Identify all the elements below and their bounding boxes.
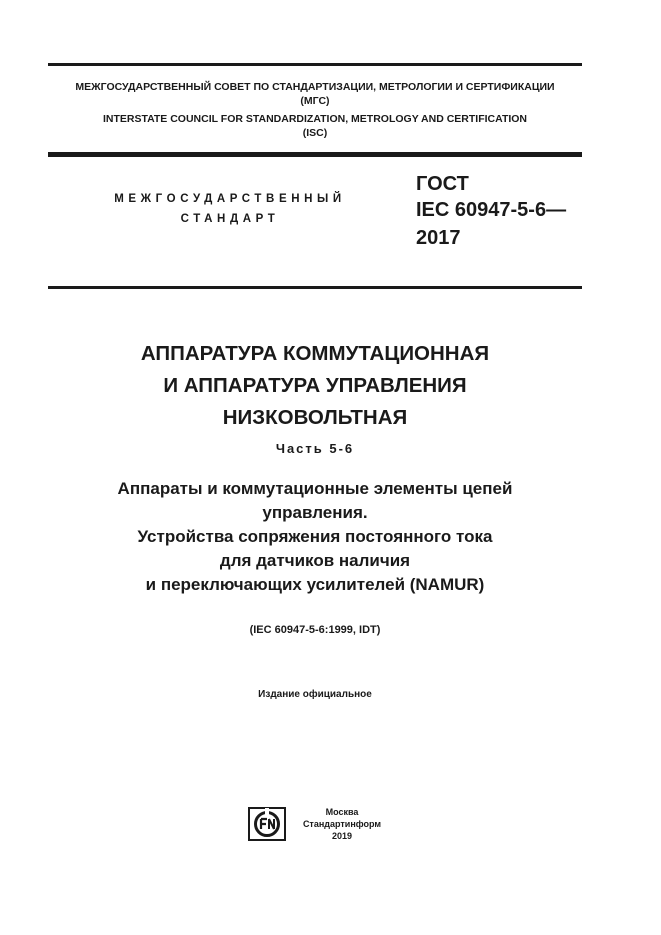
part-label: Часть 5-6 bbox=[275, 441, 355, 456]
standard-type-line2: СТАНДАРТ bbox=[180, 213, 280, 225]
standard-type-line1: МЕЖГОСУДАРСТВЕННЫЙ bbox=[114, 193, 346, 205]
council-abbr-ru: (МГС) bbox=[300, 95, 330, 107]
bottom-divider bbox=[48, 286, 582, 289]
top-divider bbox=[48, 63, 582, 66]
subtitle-line2: управления. bbox=[262, 503, 368, 522]
title-line3: НИЗКОВОЛЬТНАЯ bbox=[222, 406, 408, 429]
council-name-en: INTERSTATE COUNCIL FOR STANDARDIZATION, METROLOGY AND CERTIFICATION bbox=[102, 113, 528, 125]
edition-label: Издание официальное bbox=[258, 689, 372, 700]
subtitle-line4: для датчиков наличия bbox=[219, 551, 411, 570]
publisher-year: 2019 bbox=[331, 831, 353, 841]
standartinform-logo-icon bbox=[248, 807, 286, 841]
designation-number: IEC 60947-5-6— bbox=[416, 199, 567, 221]
iec-equivalence: (IEC 60947-5-6:1999, IDT) bbox=[249, 624, 381, 636]
council-name-ru: МЕЖГОСУДАРСТВЕННЫЙ СОВЕТ ПО СТАНДАРТИЗАЦИИ, МЕТРОЛОГИИ И СЕРТИФИКАЦИИ bbox=[75, 81, 555, 93]
designation-gost: ГОСТ bbox=[416, 173, 469, 195]
subtitle-line1: Аппараты и коммутационные элементы цепей bbox=[117, 479, 513, 498]
publisher-city: Москва bbox=[325, 807, 359, 817]
subtitle-line3: Устройства сопряжения постоянного тока bbox=[137, 527, 493, 546]
publisher-name: Стандартинформ bbox=[302, 819, 382, 829]
subtitle-line5: и переключающих усилителей (NAMUR) bbox=[145, 575, 485, 594]
council-abbr-en: (ISC) bbox=[302, 127, 328, 139]
title-line1: АППАРАТУРА КОММУТАЦИОННАЯ bbox=[140, 342, 490, 365]
title-line2: И АППАРАТУРА УПРАВЛЕНИЯ bbox=[163, 374, 467, 397]
designation-year: 2017 bbox=[416, 227, 461, 249]
middle-divider bbox=[48, 152, 582, 157]
